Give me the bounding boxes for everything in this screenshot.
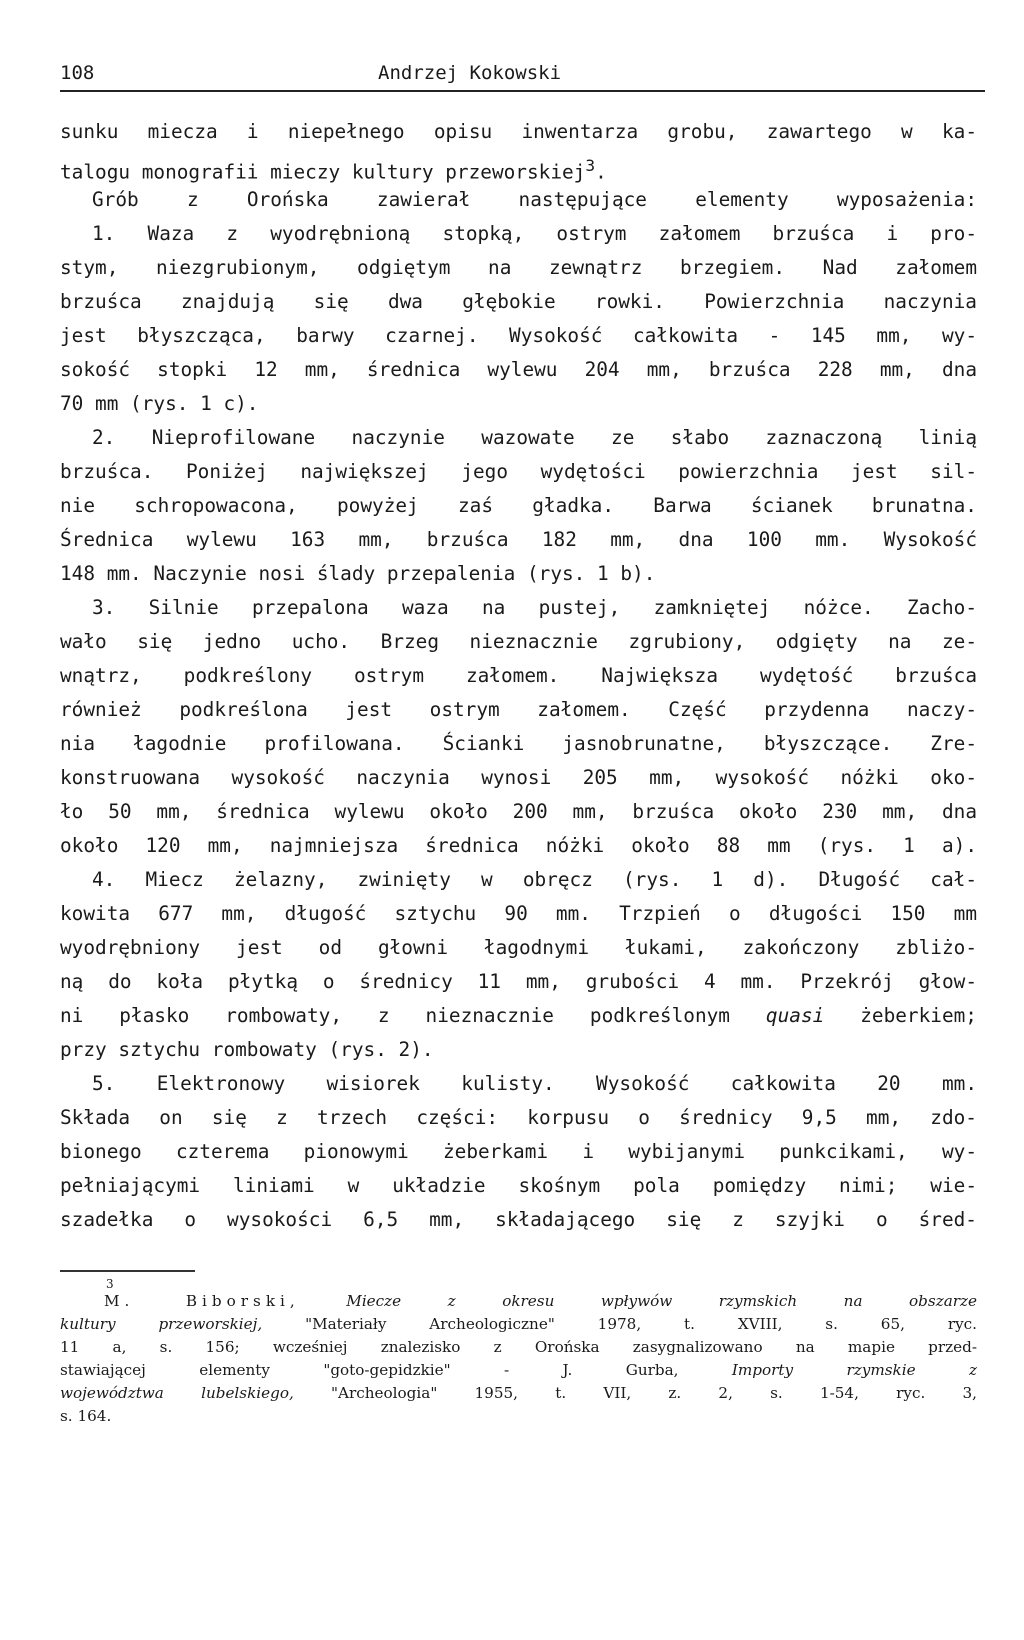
body-line: Grób z Orońska zawierał następujące elementy wyposażenia: — [92, 188, 977, 211]
body-line: ło 50 mm, średnica wylewu około 200 mm, brzuśca około 230 mm, dna — [60, 800, 977, 823]
body-line: wyodrębniony jest od głowni łagodnymi łukami, zakończony zbliżo- — [60, 936, 977, 959]
body-line: ną do koła płytką o średnicy 11 mm, grubości 4 mm. Przekrój głow- — [60, 970, 977, 993]
footnote-line: stawiającej elementy "goto-gepidzkie" - J. Gurba, Importy rzymskie z — [60, 1361, 977, 1379]
body-line: ni płasko rombowaty, z nieznacznie podkreślonym quasi żeberkiem; — [60, 1004, 977, 1027]
body-line: 4. Miecz żelazny, zwinięty w obręcz (rys. 1 d). Długość cał- — [92, 868, 977, 891]
body-line: konstruowana wysokość naczynia wynosi 205 mm, wysokość nóżki oko- — [60, 766, 977, 789]
body-line: wnątrz, podkreślony ostrym załomem. Największa wydętość brzuśca — [60, 664, 977, 687]
footnote-line: kultury przeworskiej, "Materiały Archeologiczne" 1978, t. XVIII, s. 65, ryc. — [60, 1315, 977, 1333]
body-line: Składa on się z trzech części: korpusu o średnicy 9,5 mm, zdo- — [60, 1106, 977, 1129]
body-line: talogu monografii mieczy kultury przeworskiej$^3$. — [60, 156, 607, 184]
page-header — [60, 60, 985, 92]
body-line: pełniającymi liniami w układzie skośnym pola pomiędzy nimi; wie- — [60, 1174, 977, 1197]
footnote-line — [104, 1290, 977, 1312]
footnote-title: Importy rzymskie z — [731, 1361, 977, 1379]
body-line: 3. Silnie przepalona waza na pustej, zamkniętej nóżce. Zacho- — [92, 596, 977, 619]
body-line: nia łagodnie profilowana. Ścianki jasnobrunatne, błyszczące. Zre- — [60, 732, 977, 755]
body-line: sunku miecza i niepełnego opisu inwentarza grobu, zawartego w ka- — [60, 120, 977, 143]
footnote-line: s. 164. — [60, 1407, 112, 1425]
body-line: 148 mm. Naczynie nosi ślady przepalenia (rys. 1 b). — [60, 562, 656, 585]
italic-term: quasi — [765, 1004, 825, 1027]
footnote-reference: 3 — [585, 156, 596, 175]
footnote-title: kultury przeworskiej, — [60, 1315, 263, 1333]
body-line: brzuśca. Poniżej największej jego wydętości powierzchnia jest sil- — [60, 460, 977, 483]
body-line: 70 mm (rys. 1 c). — [60, 392, 259, 415]
body-line-text: talogu monografii mieczy kultury przeworskiej — [60, 160, 586, 184]
body-line: przy sztychu rombowaty (rys. 2). — [60, 1038, 434, 1061]
body-line: 2. Nieprofilowane naczynie wazowate ze słabo zaznaczoną linią — [92, 426, 977, 449]
body-line-text: ni płasko rombowaty, z nieznacznie podkreślonym — [60, 1004, 730, 1027]
body-line: 1. Waza z wyodrębnioną stopką, ostrym załomem brzuśca i pro- — [92, 222, 977, 245]
running-head: Andrzej Kokowski — [378, 62, 562, 84]
footnote-title: województwa lubelskiego, — [60, 1384, 294, 1402]
footnote-line: województwa lubelskiego, "Archeologia" 1955, t. VII, z. 2, s. 1-54, ryc. 3, — [60, 1384, 977, 1402]
footnote-author: M. Biborski, — [104, 1292, 300, 1310]
body-line: nie schropowacona, powyżej zaś gładka. Barwa ścianek brunatna. — [60, 494, 977, 517]
body-line: około 120 mm, najmniejsza średnica nóżki około 88 mm (rys. 1 a). — [60, 834, 977, 857]
body-line: stym, niezgrubionym, odgiętym na zewnątrz brzegiem. Nad załomem — [60, 256, 977, 279]
body-line: Średnica wylewu 163 mm, brzuśca 182 mm, dna 100 mm. Wysokość — [60, 528, 977, 551]
body-line: wało się jedno ucho. Brzeg nieznacznie zgrubiony, odgięty na ze- — [60, 630, 977, 653]
body-line: brzuśca znajdują się dwa głębokie rowki. Powierzchnia naczynia — [60, 290, 977, 313]
body-line: kowita 677 mm, długość sztychu 90 mm. Trzpień o długości 150 mm — [60, 902, 977, 925]
body-line: jest błyszcząca, barwy czarnej. Wysokość całkowita - 145 mm, wy- — [60, 324, 977, 347]
body-line: sokość stopki 12 mm, średnica wylewu 204 mm, brzuśca 228 mm, dna — [60, 358, 977, 381]
body-line: również podkreślona jest ostrym załomem. Część przydenna naczy- — [60, 698, 977, 721]
footnote-mark: 3 — [106, 1277, 114, 1291]
body-line: 5. Elektronowy wisiorek kulisty. Wysokość całkowita 20 mm. — [92, 1072, 977, 1095]
footnote-divider — [60, 1270, 195, 1272]
body-line: szadełka o wysokości 6,5 mm, składającego się z szyjki o śred- — [60, 1208, 977, 1231]
page-number: 108 — [60, 62, 95, 84]
body-line: bionego czterema pionowymi żeberkami i wybijanymi punkcikami, wy- — [60, 1140, 977, 1163]
footnote-title: Miecze z okresu wpływów rzymskich na obszarze — [346, 1292, 977, 1310]
footnote-line: 11 a, s. 156; wcześniej znalezisko z Orońska zasygnalizowano na mapie przed- — [60, 1338, 977, 1356]
